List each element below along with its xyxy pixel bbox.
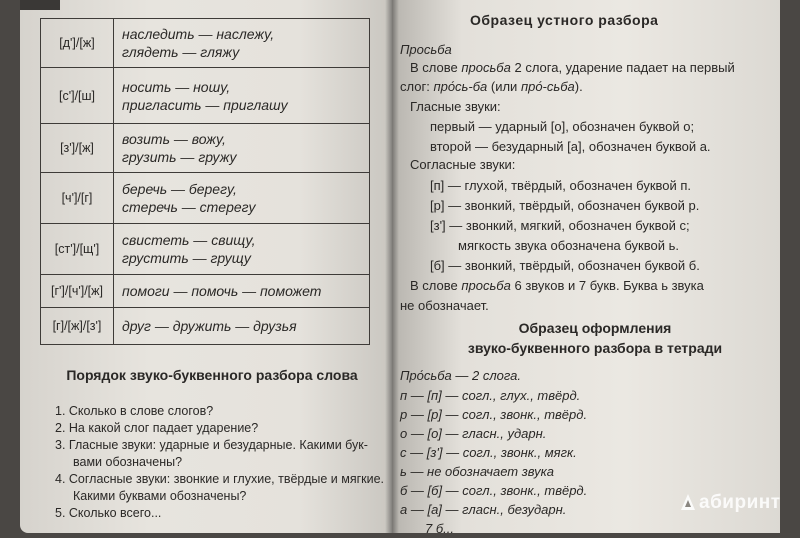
example-word: Просьба (400, 42, 452, 57)
words-line: грузить — гружу (122, 149, 237, 165)
watermark-text: абиринт (699, 492, 781, 513)
words-cell (114, 224, 370, 275)
text-run: (или (487, 79, 521, 94)
table-row (41, 68, 370, 124)
sounds-cell: [с']/[ш] (41, 68, 114, 124)
watermark (680, 492, 781, 514)
notebook-line: ь — не обозначает звука (400, 464, 554, 479)
paragraph-line (410, 58, 770, 77)
list-item: 5. Сколько всего... (55, 506, 162, 520)
text-run: слог: (400, 79, 434, 94)
words-line: помоги — помочь — поможет (122, 283, 322, 299)
notebook-line: п — [п] — согл., глух., твёрд. (400, 388, 581, 403)
vowel-line: первый — ударный [о], обозначен буквой о; (430, 119, 695, 134)
words-cell (114, 275, 370, 308)
words-cell (114, 173, 370, 224)
section-heading: Образец оформления (518, 320, 672, 336)
text-run: 2 слога, ударение падает на первый (510, 60, 735, 75)
notebook-line: о — [о] — гласн., ударн. (400, 426, 547, 441)
paragraph-line (400, 77, 760, 96)
text-run: В слове (410, 60, 462, 75)
text-run: про́-сьба (520, 79, 575, 94)
words-line: глядеть — гляжу (122, 44, 240, 60)
table-row (41, 173, 370, 224)
text-run: просьба (461, 60, 511, 75)
list-item: 3. Гласные звуки: ударные и безударные. Какими бук- (55, 438, 368, 452)
words-line: носить — ношу, (122, 78, 231, 95)
words-line: свистеть — свищу, (122, 232, 256, 248)
text-run: 6 звуков и 7 букв. Буква ь звука (510, 278, 704, 293)
words-cell (114, 124, 370, 173)
list-item-continued: вами обозначены? (73, 455, 183, 469)
page-header-fragment (20, 0, 60, 10)
words-cell (114, 68, 370, 124)
words-line: грустить — грущу (122, 250, 251, 266)
words-line: наследить — наслежу, (122, 26, 275, 42)
section-heading: Порядок звуко-буквенного разбора слова (66, 367, 358, 383)
table-row (41, 19, 370, 68)
list-item: 4. Согласные звуки: звонкие и глухие, твёрдые и мягкие. (55, 472, 385, 486)
consonants-title: Согласные звуки: (410, 157, 516, 172)
sound-alternation-table (40, 18, 370, 345)
text-run: про́сь-ба (433, 79, 488, 94)
summary-line (410, 276, 770, 295)
notebook-line: с — [з'] — согл., звонк., мягк. (400, 445, 577, 460)
words-line: пригласить — приглашу (122, 96, 288, 113)
summary-line: не обозначает. (400, 298, 489, 313)
text-run: ). (574, 79, 583, 94)
text-run: просьба (461, 278, 511, 293)
words-cell (114, 308, 370, 345)
words-line: беречь — берегу, (122, 181, 237, 197)
words-line: друг — дружить — друзья (122, 318, 297, 334)
consonant-line: [з'] — звонкий, мягкий, обозначен буквой с; (430, 218, 690, 233)
sounds-cell: [г]/[ж]/[з'] (41, 308, 114, 345)
words-line: стеречь — стерегу (122, 199, 256, 215)
sounds-cell: [г']/[ч']/[ж] (41, 275, 114, 308)
list-item: 1. Сколько в слове слогов? (55, 404, 214, 418)
sounds-cell: [ст']/[щ'] (41, 224, 114, 275)
vowel-line: второй — безударный [а], обозначен буквой а. (430, 139, 711, 154)
consonant-line: мягкость звука обозначена буквой ь. (458, 238, 679, 253)
consonant-line: [р] — звонкий, твёрдый, обозначен буквой р. (430, 198, 700, 213)
table-row (41, 224, 370, 275)
sounds-cell: [ч']/[г] (41, 173, 114, 224)
consonant-line: [б] — звонкий, твёрдый, обозначен буквой б. (430, 258, 700, 273)
sounds-cell: [д']/[ж] (41, 19, 114, 68)
table-row (41, 124, 370, 173)
page-title: Образец устного разбора (470, 12, 659, 28)
notebook-line: а — [а] — гласн., безударн. (400, 502, 567, 517)
notebook-line-fragment: 7 б... (425, 521, 454, 536)
notebook-line: Про́сьба — 2 слога. (400, 368, 521, 383)
table-row (41, 308, 370, 345)
vowels-title: Гласные звуки: (410, 99, 501, 114)
analysis-order-list (55, 403, 395, 522)
notebook-line: б — [б] — согл., звонк., твёрд. (400, 483, 588, 498)
consonant-line: [п] — глухой, твёрдый, обозначен буквой п. (430, 178, 692, 193)
table-row (41, 275, 370, 308)
text-run: В слове (410, 278, 462, 293)
words-cell (114, 19, 370, 68)
list-item: 2. На какой слог падает ударение? (55, 421, 259, 435)
list-item-continued: Какими буквами обозначены? (73, 489, 247, 503)
section-heading: звуко-буквенного разбора в тетради (467, 340, 723, 356)
words-line: возить — вожу, (122, 131, 226, 147)
notebook-line: р — [р] — согл., звонк., твёрд. (400, 407, 588, 422)
labirint-logo-icon (680, 493, 696, 511)
sounds-cell: [з']/[ж] (41, 124, 114, 173)
